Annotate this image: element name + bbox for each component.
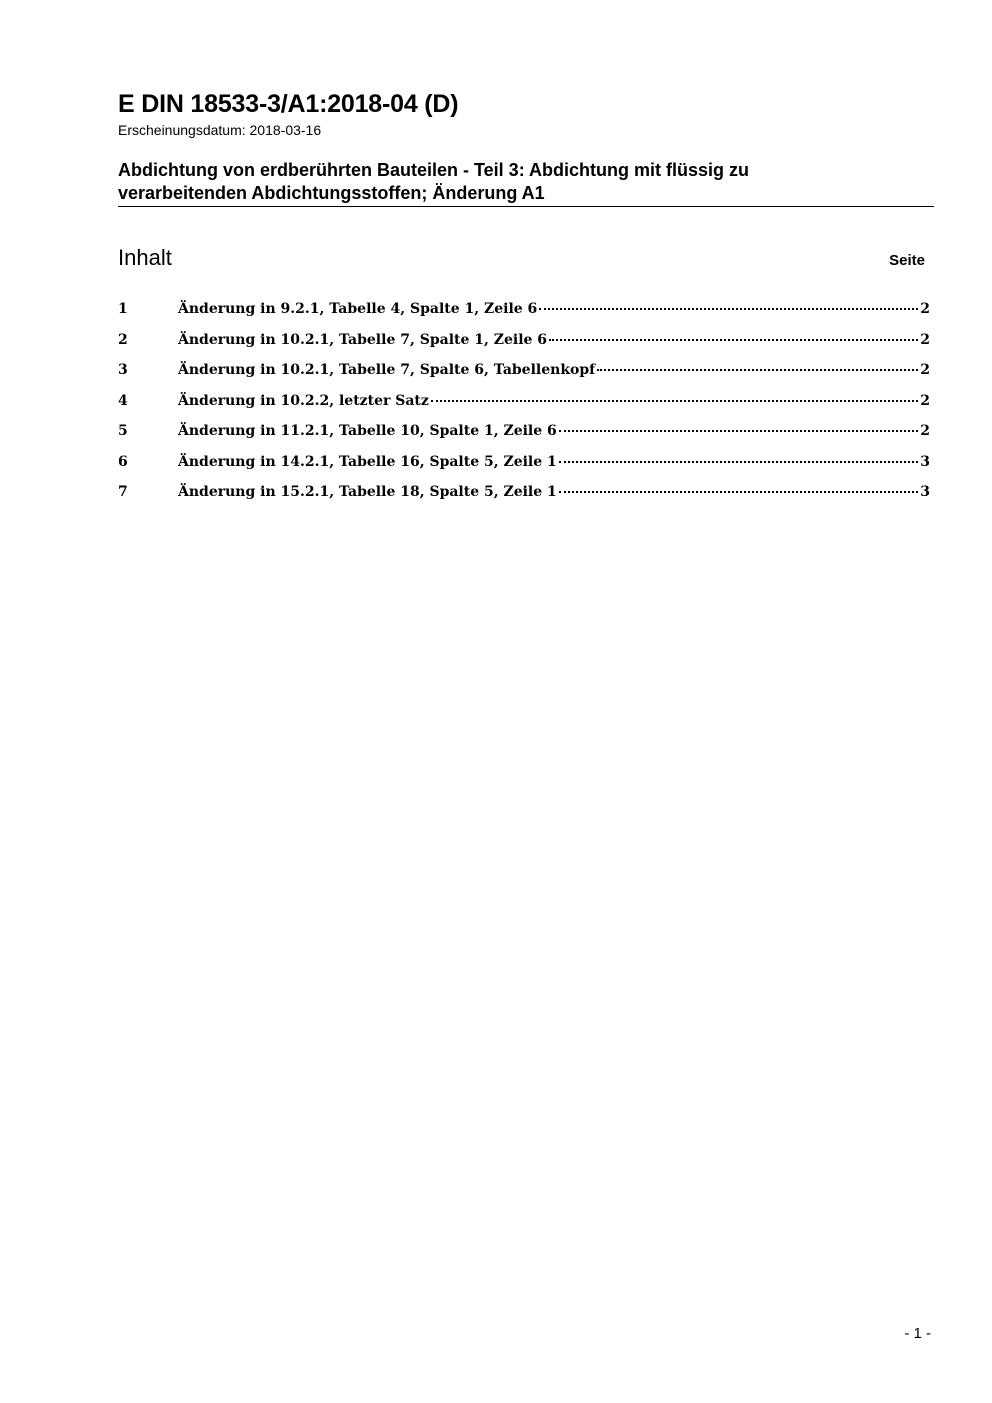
document-title-line-2: verarbeitenden Abdichtungsstoffen; Änderung A1 xyxy=(118,183,545,203)
toc-dot-leader xyxy=(431,400,918,402)
toc-entry-page: 3 xyxy=(920,453,930,470)
title-divider xyxy=(118,206,934,207)
toc-entry-page: 2 xyxy=(920,362,930,378)
toc-entry-5[interactable] xyxy=(118,423,930,454)
toc-entry-number: 1 xyxy=(118,301,128,317)
toc-heading: Inhalt xyxy=(118,245,172,270)
toc-entry-number: 6 xyxy=(118,453,128,470)
toc-entry-4[interactable] xyxy=(118,393,930,424)
toc-entry-label: Änderung in 10.2.1, Tabelle 7, Spalte 6, Tabellenkopf xyxy=(178,362,596,378)
toc-entry-label: Änderung in 9.2.1, Tabelle 4, Spalte 1, Zeile 6 xyxy=(178,301,538,317)
toc-page-column-label: Seite xyxy=(889,252,925,269)
toc-entry-number: 4 xyxy=(118,392,128,409)
toc-entry-label: Änderung in 14.2.1, Tabelle 16, Spalte 5, Zeile 1 xyxy=(178,453,557,470)
toc-dot-leader xyxy=(559,491,918,493)
toc-entry-label: Änderung in 10.2.1, Tabelle 7, Spalte 1, Zeile 6 xyxy=(178,331,548,348)
toc-entry-page: 2 xyxy=(920,423,930,439)
toc-entry-number: 3 xyxy=(118,362,128,378)
toc-entry-label: Änderung in 15.2.1, Tabelle 18, Spalte 5, Zeile 1 xyxy=(178,484,557,500)
toc-entry-number: 2 xyxy=(118,331,128,348)
toc-entry-number: 5 xyxy=(118,423,128,439)
document-id: E DIN 18533-3/A1:2018-04 (D) xyxy=(118,90,459,118)
toc-entry-page: 2 xyxy=(920,301,930,317)
toc-entry-3[interactable] xyxy=(118,362,930,393)
toc-entry-6[interactable] xyxy=(118,454,930,485)
page-number: - 1 - xyxy=(904,1325,931,1342)
toc-entry-page: 3 xyxy=(920,484,930,500)
toc-entry-7[interactable] xyxy=(118,484,930,515)
toc-entry-label: Änderung in 11.2.1, Tabelle 10, Spalte 1, Zeile 6 xyxy=(178,423,557,439)
toc-entry-number: 7 xyxy=(118,484,128,500)
toc-entry-page: 2 xyxy=(920,331,930,348)
document-title-line-1: Abdichtung von erdberührten Bauteilen - Teil 3: Abdichtung mit flüssig zu xyxy=(118,160,750,180)
toc-dot-leader xyxy=(597,369,918,371)
toc-dot-leader xyxy=(539,308,918,310)
table-of-contents xyxy=(118,301,930,515)
toc-dot-leader xyxy=(559,461,918,463)
toc-entry-label: Änderung in 10.2.2, letzter Satz xyxy=(178,392,429,409)
toc-dot-leader xyxy=(559,430,918,432)
toc-entry-1[interactable] xyxy=(118,301,930,332)
publication-date: Erscheinungsdatum: 2018-03-16 xyxy=(118,122,322,138)
document-title xyxy=(118,159,933,205)
toc-entry-2[interactable] xyxy=(118,332,930,363)
toc-dot-leader xyxy=(549,339,918,341)
toc-entry-page: 2 xyxy=(920,392,930,409)
